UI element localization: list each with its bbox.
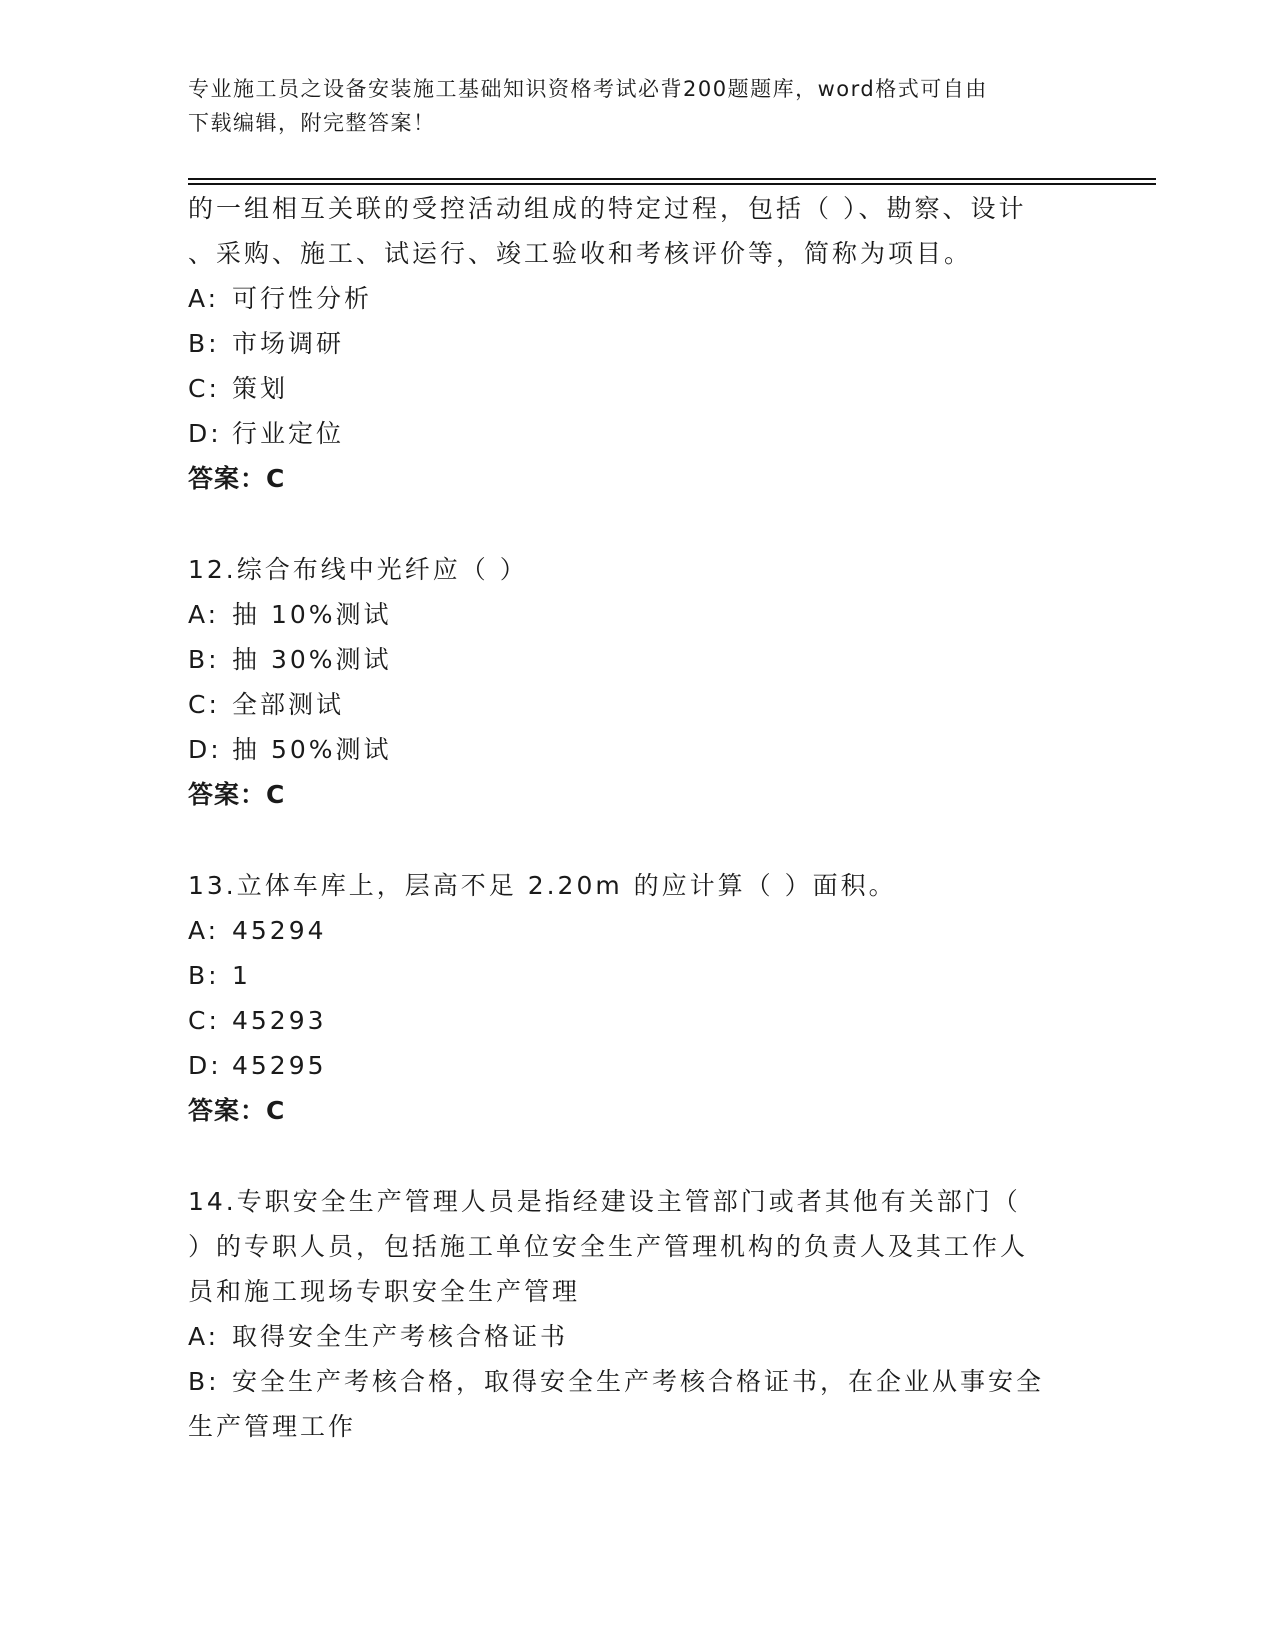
option-a: A: 可行性分析 bbox=[188, 284, 373, 313]
question-stem: 13.立体车库上，层高不足 2.20m 的应计算（ ）面积。 bbox=[188, 871, 897, 900]
question-stem: 的一组相互关联的受控活动组成的特定过程，包括（ ）、勘察、设计 bbox=[188, 194, 1027, 223]
option-a: A: 取得安全生产考核合格证书 bbox=[188, 1322, 569, 1351]
option-c: C: 全部测试 bbox=[188, 690, 345, 719]
question-13 bbox=[188, 863, 1088, 1133]
answer-line: 答案：C bbox=[188, 780, 286, 809]
question-11 bbox=[188, 186, 1088, 501]
document-header bbox=[188, 72, 1088, 140]
question-stem: 12.综合布线中光纤应（ ） bbox=[188, 555, 528, 584]
option-c: C: 45293 bbox=[188, 1006, 327, 1035]
answer-line: 答案：C bbox=[188, 464, 286, 493]
header-line-1: 专业施工员之设备安装施工基础知识资格考试必背200题题库，word格式可自由 bbox=[188, 77, 988, 101]
question-12 bbox=[188, 547, 1088, 817]
option-a: A: 抽 10%测试 bbox=[188, 600, 392, 629]
option-b: B: 安全生产考核合格，取得安全生产考核合格证书，在企业从事安全 bbox=[188, 1367, 1045, 1396]
question-stem: 、采购、施工、试运行、竣工验收和考核评价等，简称为项目。 bbox=[188, 239, 973, 268]
header-divider-top bbox=[188, 178, 1156, 180]
answer-line: 答案：C bbox=[188, 1096, 286, 1125]
option-b-continued: 生产管理工作 bbox=[188, 1412, 357, 1441]
question-stem: 14.专职安全生产管理人员是指经建设主管部门或者其他有关部门（ bbox=[188, 1187, 1021, 1216]
question-stem: ）的专职人员，包括施工单位安全生产管理机构的负责人及其工作人 bbox=[188, 1232, 1029, 1261]
option-b: B: 市场调研 bbox=[188, 329, 345, 358]
option-d: D: 行业定位 bbox=[188, 419, 345, 448]
question-list bbox=[188, 186, 1088, 1449]
option-c: C: 策划 bbox=[188, 374, 289, 403]
option-a: A: 45294 bbox=[188, 916, 327, 945]
option-b: B: 抽 30%测试 bbox=[188, 645, 392, 674]
question-stem: 员和施工现场专职安全生产管理 bbox=[188, 1277, 581, 1306]
option-d: D: 抽 50%测试 bbox=[188, 735, 392, 764]
option-d: D: 45295 bbox=[188, 1051, 327, 1080]
header-divider-bottom bbox=[188, 183, 1156, 185]
option-b: B: 1 bbox=[188, 961, 251, 990]
question-14 bbox=[188, 1179, 1088, 1449]
header-line-2: 下载编辑，附完整答案！ bbox=[188, 111, 436, 135]
